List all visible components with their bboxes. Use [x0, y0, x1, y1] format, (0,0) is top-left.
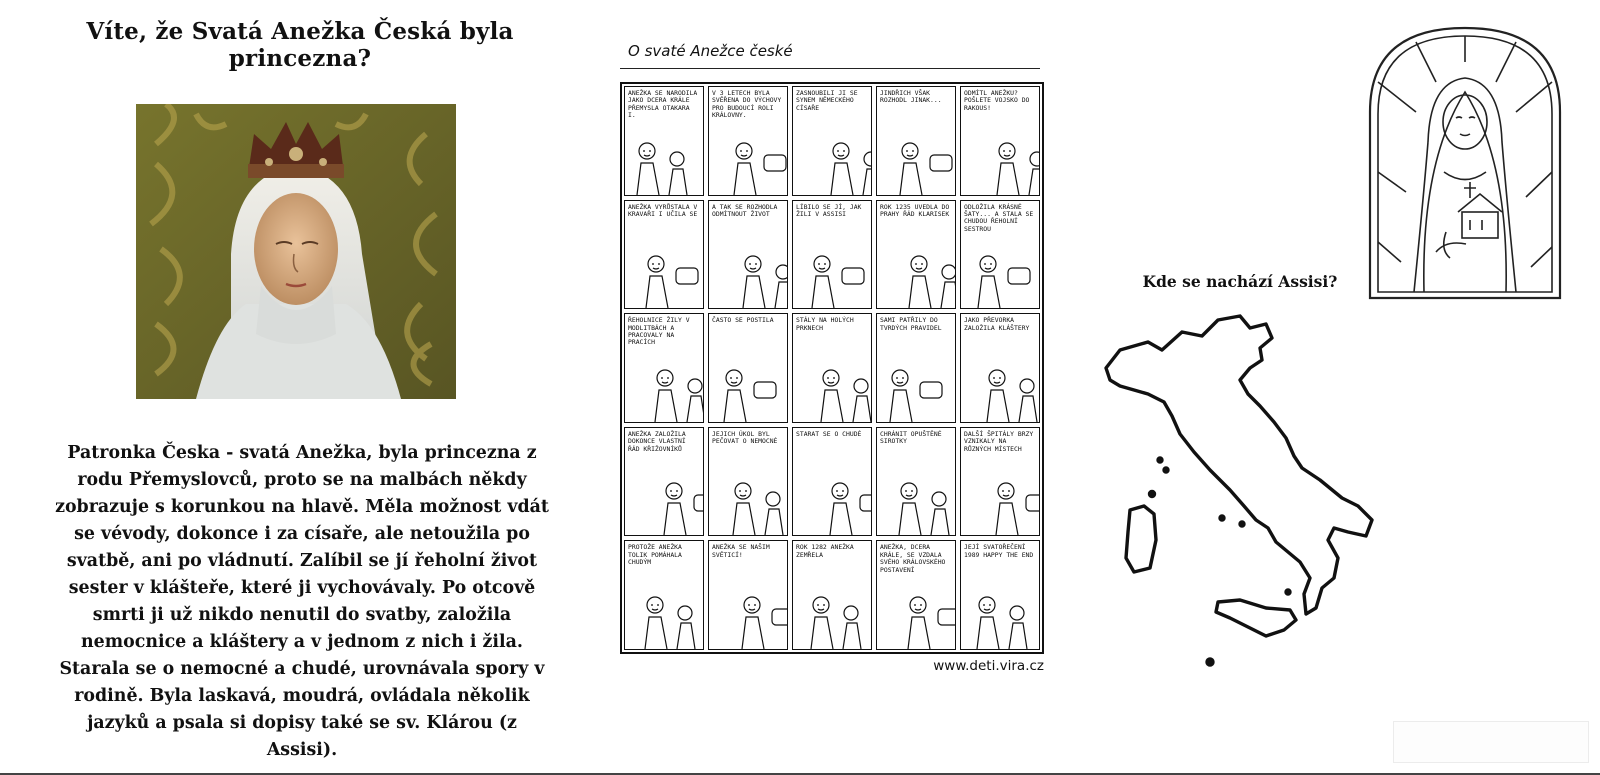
- comic-panel-caption: A TAK SE ROZHODLA ODMÍTNOUT ŽIVOT: [712, 202, 778, 218]
- comic-figure-drawing: [961, 465, 1040, 535]
- stained-glass-coloring-image: [1366, 22, 1564, 302]
- comic-figure-drawing: [877, 579, 956, 649]
- comic-panel: [876, 200, 956, 310]
- bio-line: jazyků a psala si dopisy také se sv. Klárou (z: [87, 713, 517, 733]
- comic-panel-caption: JAKO PŘEVORKA ZALOŽILA KLÁŠTERY: [964, 316, 1030, 332]
- comic-panel: [876, 86, 956, 196]
- comic-panel: [960, 427, 1040, 537]
- comic-panel: [792, 540, 872, 650]
- bio-line: Starala se o nemocné a chudé, urovnávala spory v: [59, 659, 545, 679]
- bio-line: Assisi).: [266, 740, 338, 760]
- bio-line: rodu Přemyslovců, proto se na malbách někdy: [77, 470, 527, 490]
- comic-panel-caption: STÁLY NA HOLÝCH PRKNECH: [796, 316, 854, 332]
- page-title: Víte, že Svatá Anežka Česká byla princezna?: [86, 18, 514, 72]
- comic-panel-caption: CHRÁNIT OPUŠTĚNÉ SIROTKY: [880, 429, 942, 446]
- comic-panel-caption: ROK 1282 ANEŽKA ZEMŘELA: [796, 543, 854, 559]
- comic-figure-drawing: [793, 352, 872, 422]
- comic-figure-drawing: [961, 352, 1040, 422]
- comic-panel: [624, 540, 704, 650]
- comic-panel-caption: ZASNOUBILI JI SE SYNEM NĚMECKÉHO CÍSAŘE: [796, 89, 858, 112]
- comic-panel-caption: ANEŽKA SE NAŠIM SVĚTICÍ!: [712, 543, 770, 559]
- comic-panel-caption: STARAT SE O CHUDÉ: [796, 429, 862, 438]
- comic-panel-caption: ODLOŽILA KRÁSNÉ ŠATY... A STALA SE CHUDOU ŘEHOLNÍ SESTROU: [964, 202, 1034, 233]
- comic-figure-drawing: [709, 579, 788, 649]
- comic-panel-caption: ANEŽKA, DCERA KRÁLE, SE VZDALA SVÉHO KRÁLOVSKÉHO POSTAVENÍ: [880, 543, 946, 574]
- comic-panel-caption: JEJICH ÚKOL BYL PEČOVAT O NEMOCNÉ: [712, 429, 778, 446]
- comic-panel-caption: SAMI PATŘILY DO TVRDÝCH PRAVIDEL: [880, 316, 942, 332]
- comic-panel-caption: ČASTO SE POSTILA: [712, 316, 774, 325]
- comic-panel: [876, 427, 956, 537]
- comic-panel: [876, 540, 956, 650]
- comic-figure-drawing: [961, 238, 1040, 308]
- comic-panel: [624, 86, 704, 196]
- comic-panel: [624, 313, 704, 423]
- comic-panel: [960, 540, 1040, 650]
- comic-grid: [620, 82, 1044, 654]
- bio-line: smrti ji už nikdo nenutil do svatby, založila: [92, 605, 512, 625]
- comic-figure-drawing: [877, 352, 956, 422]
- comic-panel-caption: ANEŽKA ZALOŽILA DOKONCE VLASTNÍ ŘÁD KŘIŽOVNÍKŮ: [628, 429, 686, 453]
- comic-figure-drawing: [625, 579, 704, 649]
- comic-figure-drawing: [709, 238, 788, 308]
- biography-text: [52, 440, 552, 764]
- comic-panel-caption: V 3 LETECH BYLA SVĚŘENA DO VÝCHOVY PRO BUDOUCÍ ROLI KRÁLOVNY.: [712, 89, 782, 120]
- comic-panel: [792, 200, 872, 310]
- comic-panel-caption: ROK 1235 UVEDLA DO PRAHY ŘÁD KLARISEK: [880, 202, 950, 218]
- comic-panel: [792, 427, 872, 537]
- comic-figure-drawing: [961, 125, 1040, 195]
- comic-figure-drawing: [961, 579, 1040, 649]
- comic-figure-drawing: [793, 125, 872, 195]
- comic-panel: [792, 86, 872, 196]
- bio-line: Patronka Česka - svatá Anežka, byla princezna z: [67, 443, 537, 463]
- comic-figure-drawing: [709, 352, 788, 422]
- comic-figure-drawing: [793, 579, 872, 649]
- comic-panel: [708, 313, 788, 423]
- map-question: Kde se nachází Assisi?: [1142, 272, 1338, 291]
- comic-credit: www.deti.vira.cz: [933, 658, 1044, 674]
- comic-panel: [708, 86, 788, 196]
- comic-panel: [960, 200, 1040, 310]
- comic-figure-drawing: [625, 238, 704, 308]
- comic-panel: [708, 427, 788, 537]
- comic-panel-caption: ODMÍTL ANEŽKU? POŠLETE VOJSKO DO RAKOUS!: [964, 89, 1030, 112]
- bio-line: rodině. Byla laskavá, moudrá, ovládala několik: [74, 686, 530, 706]
- comic-panel: [624, 200, 704, 310]
- comic-figure-drawing: [877, 125, 956, 195]
- comic-strip: [620, 38, 1050, 678]
- bio-line: se vévody, dokonce i za císaře, ale netoužila po: [74, 524, 530, 544]
- comic-panel: [960, 313, 1040, 423]
- bio-line: zobrazuje s korunkou na hlavě. Měla možnost vdát: [55, 497, 549, 517]
- comic-panel-caption: ANEŽKA VYRŮSTALA V KRAVAŘI I UČILA SE: [628, 202, 698, 218]
- comic-figure-drawing: [625, 352, 704, 422]
- comic-figure-drawing: [793, 465, 872, 535]
- comic-panel: [708, 200, 788, 310]
- comic-panel-caption: JINDŘICH VŠAK ROZHODL JINAK...: [880, 89, 942, 105]
- comic-panel-caption: JEJÍ SVATOŘEČENÍ 1989 HAPPY THE END: [964, 543, 1034, 559]
- saint-agnes-portrait: [136, 104, 456, 399]
- comic-panel-caption: ŘEHOLNICE ŽILY V MODLITBÁCH A PRACOVALY NA PRACÍCH: [628, 316, 690, 347]
- comic-figure-drawing: [877, 238, 956, 308]
- comic-panel-caption: ANEŽKA SE NARODILA JAKO DCERA KRÁLE PŘEMYSLA OTAKARA I.: [628, 89, 698, 120]
- comic-panel: [708, 540, 788, 650]
- empty-corner-box: [1393, 721, 1589, 763]
- comic-panel-caption: DALŠÍ ŠPITÁLY BRZY VZNIKALY NA RŮZNÝCH MÍSTECH: [964, 429, 1034, 453]
- comic-figure-drawing: [625, 465, 704, 535]
- comic-title: O svaté Anežce české: [628, 42, 793, 60]
- bio-line: nemocnice a kláštery a v jednom z nich i žila.: [81, 632, 523, 652]
- comic-figure-drawing: [709, 465, 788, 535]
- comic-panel: [876, 313, 956, 423]
- comic-figure-drawing: [625, 125, 704, 195]
- comic-panel: [624, 427, 704, 537]
- comic-figure-drawing: [793, 238, 872, 308]
- comic-panel: [792, 313, 872, 423]
- comic-figure-drawing: [709, 125, 788, 195]
- bio-line: sester v klášteře, které ji vychovávaly. Po otcově: [68, 578, 536, 598]
- comic-panel-caption: LÍBILO SE JÍ, JAK ŽILI V ASSISI: [796, 202, 862, 218]
- comic-panel-caption: PROTOŽE ANEŽKA TOLIK POMÁHALA CHUDÝM: [628, 543, 682, 567]
- comic-figure-drawing: [877, 465, 956, 535]
- comic-title-rule: [620, 68, 1040, 69]
- bio-line: svatbě, ani po vládnutí. Zalíbil se jí řeholní život: [66, 551, 538, 571]
- comic-panel: [960, 86, 1040, 196]
- italy-map-outline: [1090, 310, 1420, 690]
